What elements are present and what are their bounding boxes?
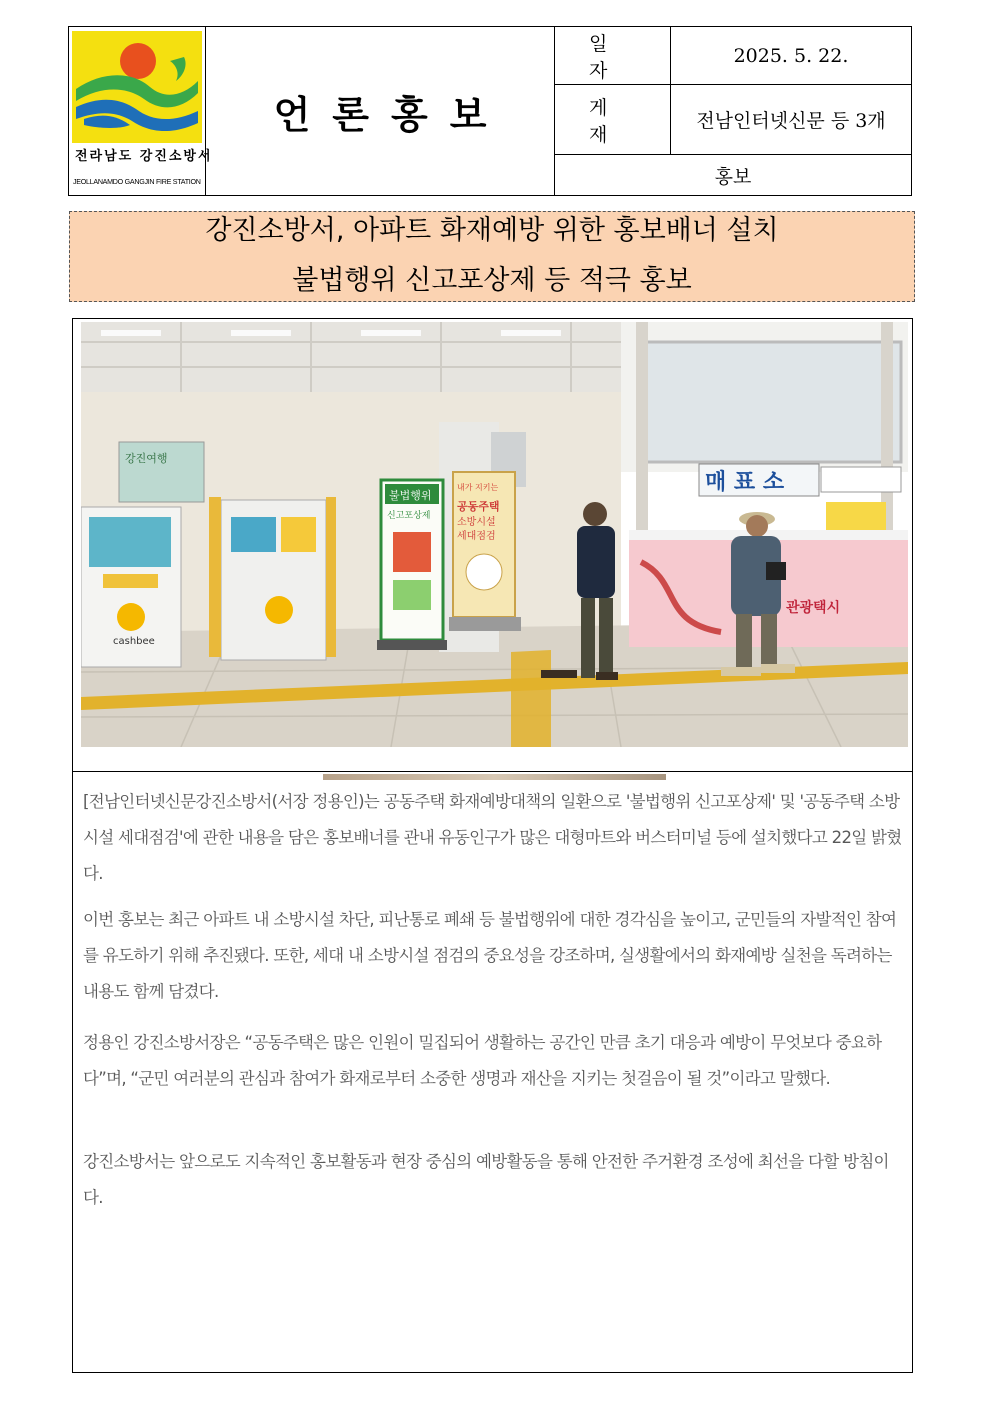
person-1 xyxy=(583,502,607,526)
banner2-top: 내가 지키는 xyxy=(457,483,499,492)
article-paragraph-2: 이번 홍보는 최근 아파트 내 소방시설 차단, 피난통로 폐쇄 등 불법행위에 대한 경각심을 높이고, 군민들의 자발적인 참여를 유도하기 위해 추진됐다. 또한, 세대 내 소방시설 점검의 중요성을 강조하며, 실생활에서의 화재예방 실천을 독려하는 내용도 함께 담겼다. xyxy=(83,910,897,1001)
terminal-lobby-photo xyxy=(81,322,908,747)
logo-cell xyxy=(69,27,213,195)
media-value-cell xyxy=(671,85,911,155)
banner1-title: 불법행위 xyxy=(389,489,432,502)
article-paragraph-3: 정용인 강진소방서장은 “공동주택은 많은 인원이 밀집되어 생활하는 공간인 만큼 초기 대응과 예방이 무엇보다 중요하다”며, “군민 여러분의 관심과 참여가 화재로부터 소중한 생명과 재산을 지키는 첫걸음이 될 것”이라고 말했다. xyxy=(83,1033,882,1088)
doc-title: 언론홍보 xyxy=(273,91,509,137)
article-paragraph-1: [전남인터넷신문강진소방서(서장 정용인)는 공동주택 화재예방대책의 일환으로 '불법행위 신고포상제' 및 '공동주택 소방시설 세대점검'에 관한 내용을 담은 홍보배너를 관내 유동인구가 많은 대형마트와 버스터미널 등에 설치했다고 22일 밝혔다. xyxy=(83,792,902,883)
date-label-cell xyxy=(555,27,671,85)
banner2-sub: 소방시설 xyxy=(457,517,496,528)
fire-station-logo-icon xyxy=(72,31,202,143)
doc-title-cell xyxy=(206,27,555,195)
media-value: 전남인터넷신문 등 3개 xyxy=(696,110,886,132)
media-label: 게재 xyxy=(589,96,642,146)
photo-frame xyxy=(72,318,913,772)
headline-box xyxy=(69,211,915,302)
banner1-sub: 신고포상제 xyxy=(387,511,431,521)
media-label-cell xyxy=(555,85,671,155)
date-value-cell xyxy=(671,27,911,85)
article-paragraph-4: 강진소방서는 앞으로도 지속적인 홍보활동과 현장 중심의 예방활동을 통해 안전한 주거환경 조성에 최선을 다할 방침이다. xyxy=(83,1152,889,1207)
banner2-title: 공동주택 xyxy=(457,500,500,513)
date-label: 일자 xyxy=(589,32,642,82)
banner2-sub2: 세대점검 xyxy=(457,531,496,542)
kiosk-brand-1: cashbee xyxy=(113,636,155,647)
category: 홍보 xyxy=(714,165,752,188)
header-table xyxy=(68,26,912,196)
article-box xyxy=(72,772,913,1373)
apartment-inspection-banner xyxy=(453,472,515,617)
logo-org-name-en: JEOLLANAMDO GANGJIN FIRE STATION xyxy=(73,177,201,186)
date-value: 2025. 5. 22. xyxy=(733,44,849,67)
category-cell xyxy=(555,155,911,195)
logo-org-name-ko: 전라남도 강진소방서 xyxy=(75,149,213,164)
headline-line-2: 불법행위 신고포상제 등 적극 홍보 xyxy=(292,265,692,296)
tourist-taxi-text: 관광택시 xyxy=(786,600,841,616)
photo-edge-strip xyxy=(323,774,666,780)
headline-line-1: 강진소방서, 아파트 화재예방 위한 홍보배너 설치 xyxy=(205,215,779,246)
ticket-office-sign: 매 표 소 xyxy=(705,470,785,495)
travel-poster-text: 강진여행 xyxy=(125,452,168,465)
